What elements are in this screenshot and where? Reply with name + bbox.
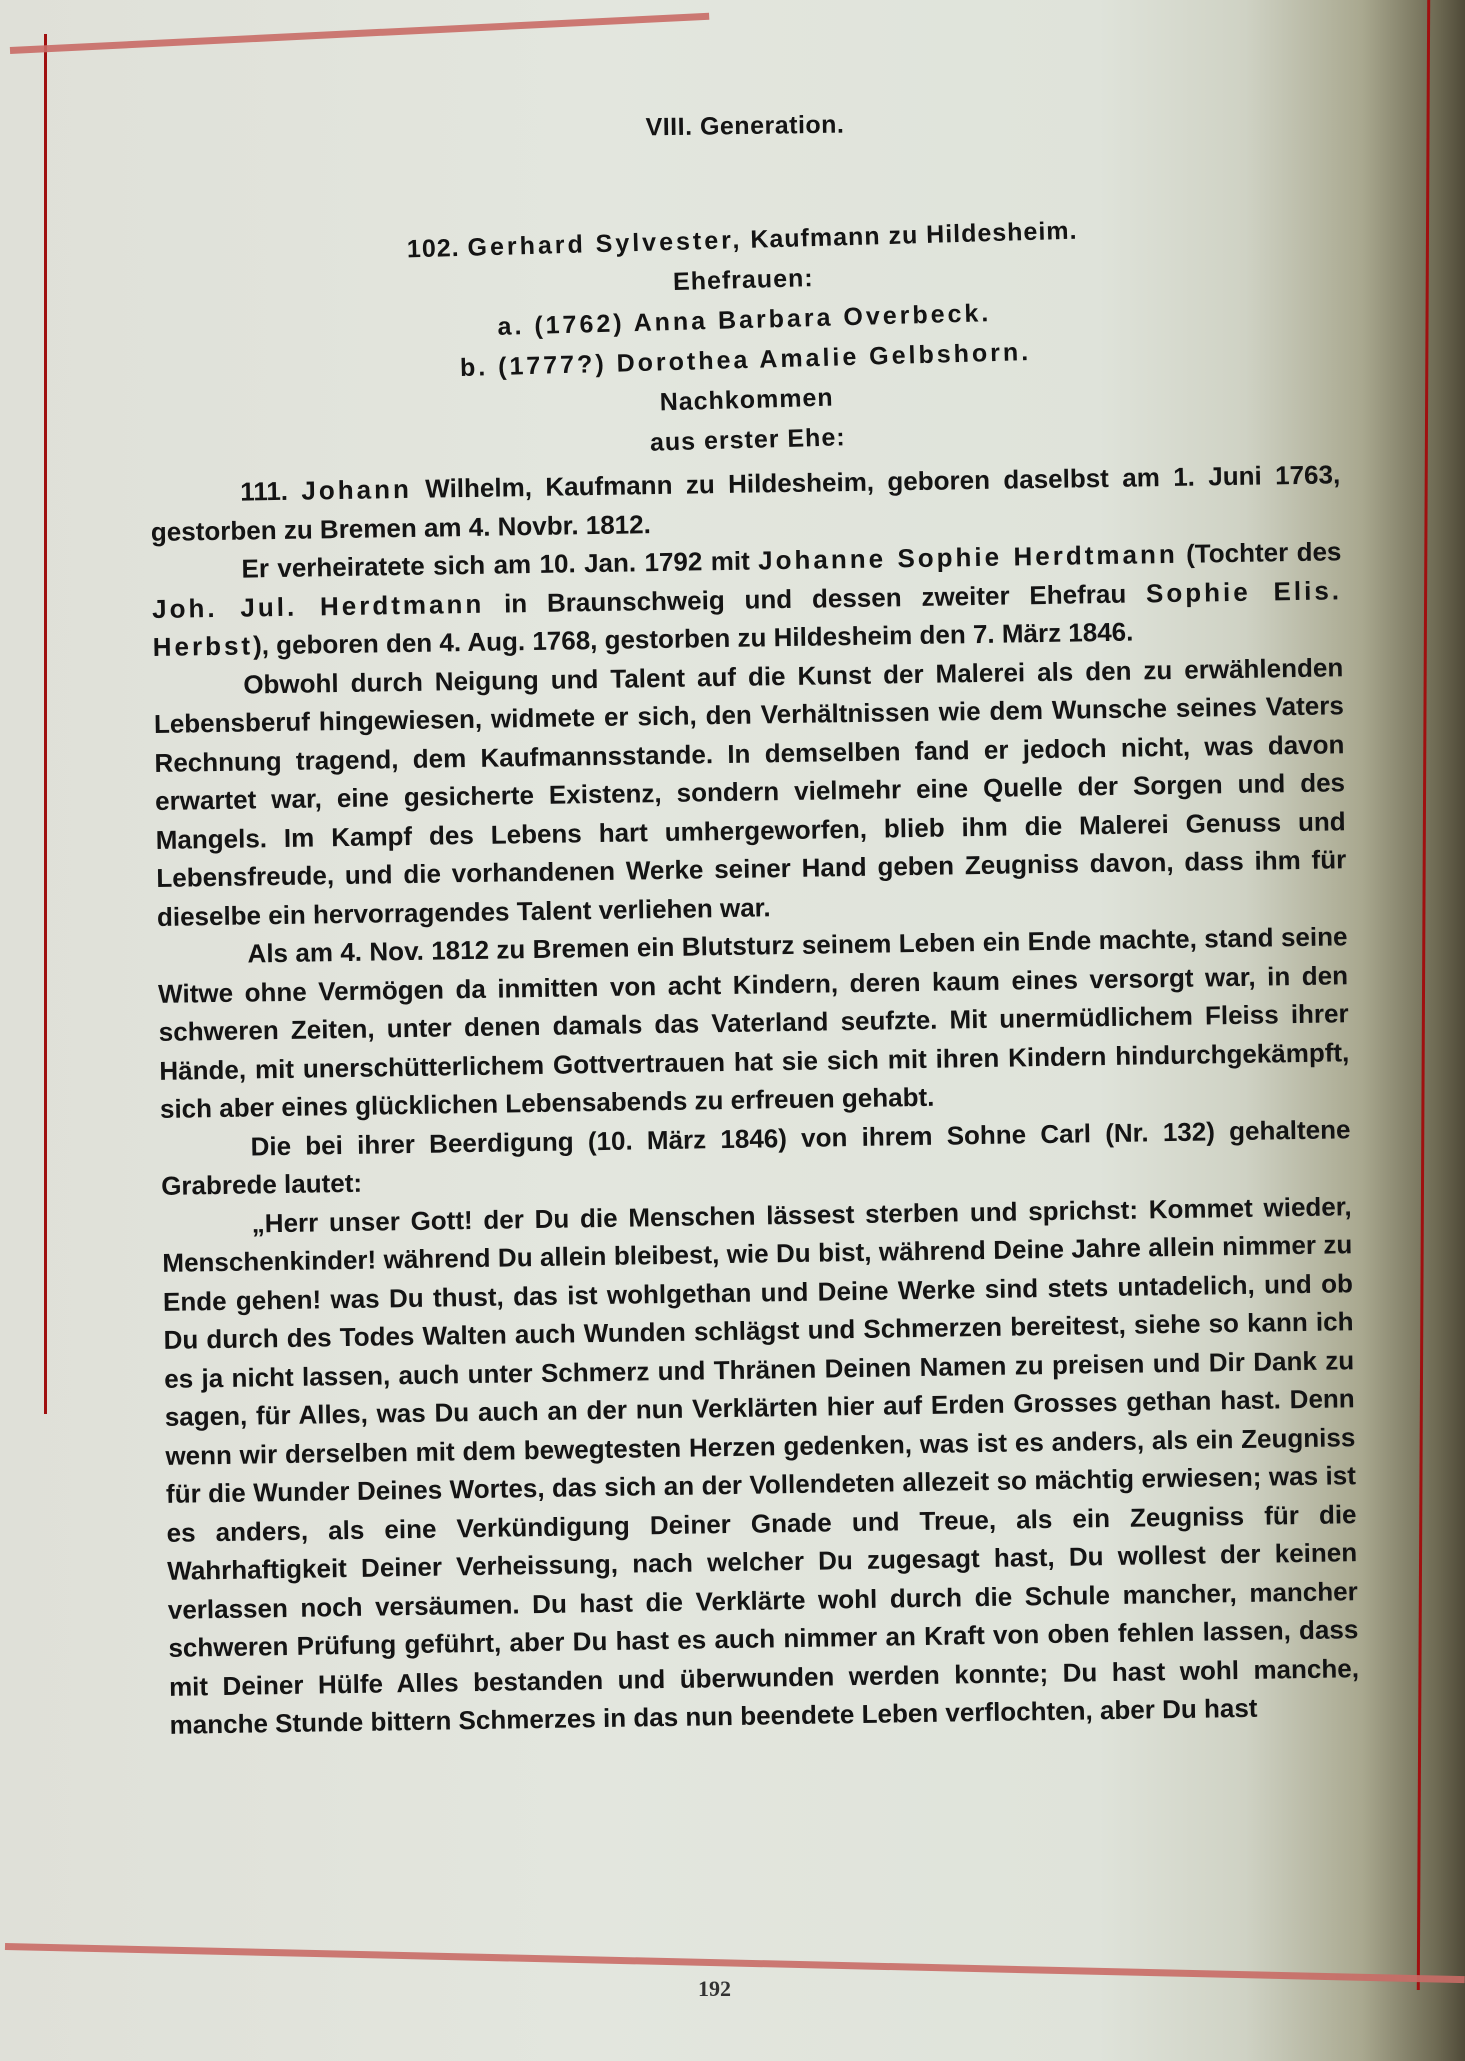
entry-number: 111. — [240, 475, 289, 507]
wife-b: b. (1777?) Dorothea Amalie Gelbshorn. — [459, 338, 1032, 382]
person-name: Gerhard Sylvester, — [467, 226, 743, 262]
occupation: Kaufmann zu Hildesheim. — [749, 216, 1078, 254]
entry-intro-text: Kaufmann zu Hildesheim, geboren daselbst am 1. Juni 1763, gestorben zu Bremen am 4. Novbr. 1812. — [150, 459, 1341, 547]
mother-in-law-name: Sophie Elis. Herbst — [152, 574, 1343, 662]
paragraph-career: Obwohl durch Neigung und Talent auf die Kunst der Malerei als den zu erwählenden Lebensberuf hingewiesen, widmete er sich, den Verhältnissen wie dem Wunsche seines Vaters Rechnung tragend, dem Kaufmannsstande. In demselben fand er jedoch nicht, was davon erwartet war, eine gesicherte Existenz, sondern vielmehr eine Quelle der Sorgen und des Mangels. Im Kampf des Lebens hart umhergeworfen, blieb ihm die Malerei Genuss und Lebensfreude, und die vorhandenen Werke seiner Hand geben Zeugniss davon, dass ihm für dieselbe ein hervorragendes Talent verliehen war. — [153, 651, 1347, 932]
entry-111-body — [150, 455, 1360, 1744]
bottom-scan-line — [5, 1943, 1465, 1983]
entry-102-header — [147, 203, 1343, 476]
paragraph-funeral: Die bei ihrer Beerdigung (10. März 1846) von ihrem Sohne Carl (Nr. 132) gehaltene Grabrede lautet: — [160, 1113, 1351, 1201]
generation-heading: VIII. Generation. — [645, 110, 845, 142]
paragraph-sermon: „Herr unser Gott! der Du die Menschen lässest sterben und sprichst: Kommet wieder, Menschenkinder! während Du allein bleibest, wie Du bist, während Deine Jahre allein nimmer zu Ende gehen! was Du thust, das ist wohlgethan und Deine Werke sind stets untadelich, und ob Du durch des Todes Walten auch Wunden schlägst und Schmerzen bereitest, siehe so kann ich es ja nicht lassen, auch unter Schmerz und Thränen Deinen Namen zu preisen und Dir Dank zu sagen, für Alles, was Du auch an der nun Verklärten hier auf Erden Grosses gethan hast. Denn wenn wir derselben mit dem bewegtesten Herzen gedenken, was ist es anders, als ein Zeugniss für die Wunder Deines Wortes, das sich an der Vollendeten allezeit so mächtig erwiesen; was ist es anders, als eine Verkündigung Deiner Gnade und Treue, als ein Zeugniss für die Wahrhaftigkeit Deiner Verheissung, nach welcher Du zugesagt hast, Du wollest der keinen verlassen noch versäumen. Du hast die Verklärte wohl durch die Schule mancher, mancher schweren Prüfung geführt, aber Du hast es auch nimmer an Kraft von oben fehlen lassen, dass mit Deiner Hülfe Alles bestanden und überwunden werden konnte; Du hast wohl manche, manche Stunde bittern Schmerzes in das nun beendete Leben verflochten, aber Du hast — [162, 1190, 1360, 1740]
paragraph-widow: Als am 4. Nov. 1812 zu Bremen ein Blutsturz seinem Leben ein Ende machte, stand seine Witwe ohne Vermögen da inmitten von acht Kindern, deren kaum eines versorgt war, in den schweren Zeiten, unter denen damals das Vaterland seufzte. Mit unermüdlichem Fleiss ihrer Hände, mit unerschütterlichem Gottvertrauen hat sie sich mit ihren Kindern hindurchgekämpft, sich aber eines glücklichen Lebensabends zu erfreuen gehabt. — [157, 921, 1350, 1124]
wives-label: Ehefrauen: — [672, 264, 814, 296]
text-run: ), geboren den 4. Aug. 1768, gestorben zu Hildesheim den 7. März 1846. — [252, 616, 1134, 661]
left-margin-rule — [44, 34, 47, 1414]
person-second-name: Wilhelm, — [425, 472, 533, 504]
wife-a: a. (1762) Anna Barbara Overbeck. — [497, 299, 992, 341]
father-in-law-name: Joh. Jul. Herdtmann — [151, 588, 485, 624]
text-run: Er verheiratete sich am 10. Jan. 1792 mit — [241, 545, 759, 584]
text-run: in Braunschweig und dessen zweiter Ehefrau — [483, 577, 1147, 619]
person-first-name: Johann — [301, 473, 413, 506]
text-run: (Tochter des — [1177, 536, 1342, 569]
right-margin-rule — [1417, 0, 1430, 1990]
descendants-sub: aus erster Ehe: — [649, 423, 846, 457]
page-number: 192 — [698, 1976, 731, 2001]
spouse-name: Johanne Sophie Herdtmann — [757, 538, 1178, 576]
entry-number: 102. — [406, 233, 460, 264]
top-scan-line — [10, 13, 710, 54]
paragraph-marriage — [151, 532, 1343, 666]
descendants-label: Nachkommen — [659, 383, 835, 417]
